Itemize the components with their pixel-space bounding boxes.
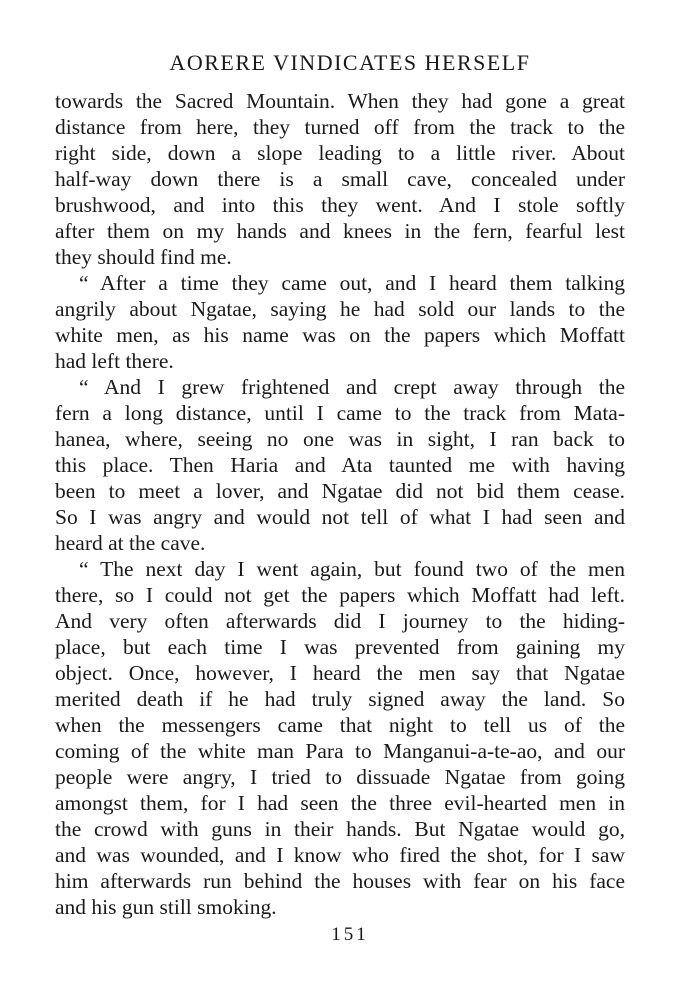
text-line: angrily about Ngatae, saying he had sold our lands to the <box>55 297 625 321</box>
text-line: So I was angry and would not tell of what I had seen and <box>55 505 625 529</box>
text-line: place, but each time I was prevented from gaining my <box>55 635 625 659</box>
text-line: merited death if he had truly signed away the land. So <box>55 687 625 711</box>
text-line: white men, as his name was on the papers which Moffatt <box>55 323 625 347</box>
text-line: coming of the white man Para to Manganui-a-te-ao, and our <box>55 739 625 763</box>
paragraph-start-line: “ And I grew frightened and crept away through the <box>79 375 625 399</box>
text-line: And very often afterwards did I journey to the hiding- <box>55 609 625 633</box>
text-line: object. Once, however, I heard the men say that Ngatae <box>55 661 625 685</box>
text-line: and was wounded, and I know who fired the shot, for I saw <box>55 843 625 867</box>
body-text <box>55 88 625 920</box>
text-line: right side, down a slope leading to a little river. About <box>55 141 625 165</box>
paragraph-start-line: “ After a time they came out, and I heard them talking <box>79 271 625 295</box>
page-number: 151 <box>331 924 369 945</box>
text-line: hanea, where, seeing no one was in sight, I ran back to <box>55 427 625 451</box>
text-line: there, so I could not get the papers which Moffatt had left. <box>55 583 625 607</box>
text-line: and his gun still smoking. <box>55 895 277 919</box>
text-line: been to meet a lover, and Ngatae did not bid them cease. <box>55 479 625 503</box>
text-line: heard at the cave. <box>55 531 206 555</box>
text-line: when the messengers came that night to tell us of the <box>55 713 625 737</box>
text-line: half-way down there is a small cave, concealed under <box>55 167 625 191</box>
text-line: had left there. <box>55 349 174 373</box>
text-line: they should find me. <box>55 245 232 269</box>
text-line: people were angry, I tried to dissuade Ngatae from going <box>55 765 625 789</box>
text-line: the crowd with guns in their hands. But Ngatae would go, <box>55 817 625 841</box>
paragraph-start-line: “ The next day I went again, but found two of the men <box>79 557 625 581</box>
text-line: distance from here, they turned off from the track to the <box>55 115 625 139</box>
running-title: AORERE VINDICATES HERSELF <box>169 50 531 75</box>
text-line: him afterwards run behind the houses with fear on his face <box>55 869 625 893</box>
text-line: fern a long distance, until I came to the track from Mata- <box>55 401 625 425</box>
text-line: this place. Then Haria and Ata taunted me with having <box>55 453 625 477</box>
text-line: towards the Sacred Mountain. When they had gone a great <box>55 89 625 113</box>
text-line: after them on my hands and knees in the fern, fearful lest <box>55 219 625 243</box>
text-line: amongst them, for I had seen the three evil-hearted men in <box>55 791 625 815</box>
text-line: brushwood, and into this they went. And I stole softly <box>55 193 625 217</box>
